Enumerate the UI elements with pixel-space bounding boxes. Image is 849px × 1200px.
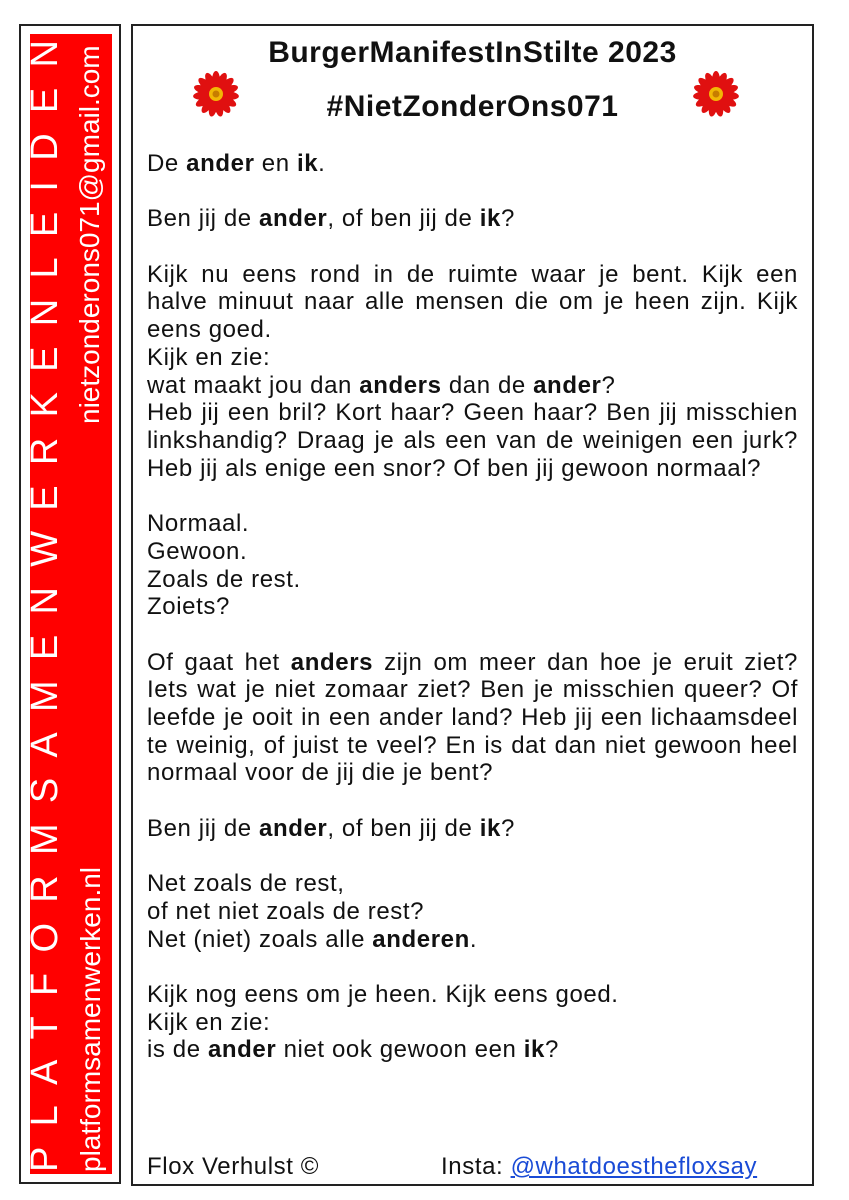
- brand-letter: E: [24, 87, 66, 114]
- brand-letter: F: [24, 972, 66, 996]
- page-title: BurgerManifestInStilte 2023: [268, 36, 677, 69]
- flower-icon: [192, 70, 240, 118]
- brand-letter: M: [24, 680, 66, 712]
- brand-letter: T: [24, 1016, 66, 1040]
- paragraph-7: Net zoals de rest, of net niet zoals de rest? Net (niet) zoals alle anderen.: [147, 870, 478, 953]
- brand-letter: A: [24, 1059, 66, 1086]
- brand-letter: K: [24, 392, 66, 418]
- brand-letter: R: [24, 875, 66, 903]
- brand-letter: D: [24, 133, 66, 161]
- instagram-handle-link[interactable]: @whatdoesthefloxsay: [510, 1153, 758, 1180]
- brand-letter: N: [24, 587, 66, 615]
- brand-letter: E: [24, 346, 66, 372]
- brand-letter: L: [24, 257, 66, 279]
- hashtag-title: #NietZonderOns071: [326, 90, 619, 123]
- p3-line-3: wat maakt jou dan anders dan de ander?: [147, 371, 616, 399]
- paragraph-1: De ander en ik.: [147, 150, 326, 177]
- instagram-credit: Insta: @whatdoesthefloxsay: [441, 1153, 758, 1180]
- brand-letter: E: [24, 485, 66, 511]
- brand-letter: R: [24, 437, 66, 466]
- paragraph-3: [147, 261, 798, 483]
- brand-letter: I: [24, 181, 66, 192]
- website-vertical[interactable]: platformsamenwerken.nl: [75, 866, 106, 1172]
- p3-line-2: Kijk en zie:: [147, 343, 271, 371]
- paragraph-2: Ben jij de ander, of ben jij de ik?: [147, 205, 515, 233]
- brand-letter: M: [24, 823, 66, 856]
- brand-letter: S: [24, 777, 66, 804]
- brand-letter: O: [24, 922, 66, 953]
- brand-vertical: [24, 40, 66, 1172]
- paragraph-4: Normaal. Gewoon. Zoals de rest. Zoiets?: [147, 510, 301, 621]
- brand-letter: N: [24, 298, 66, 327]
- email-vertical[interactable]: nietzonderons071@gmail.com: [74, 45, 105, 424]
- brand-letter: E: [24, 211, 66, 238]
- paragraph-6: Ben jij de ander, of ben jij de ik?: [147, 814, 515, 842]
- poem-body: [147, 150, 798, 1092]
- flower-icon: [692, 70, 740, 118]
- brand-letter: W: [24, 530, 66, 567]
- paragraph-5: Of gaat het anders zijn om meer dan hoe je eruit ziet? Iets wat je niet zomaar ziet? Ben je misschien queer? Of leefde je ooit in een ander land? Heb jij een lichaamsdeel te weinig, of juist te veel? En is dat dan niet gewoon heel normaal voor de jij die je bent?: [147, 648, 798, 787]
- p3-line-1: Kijk nu eens rond in de ruimte waar je bent. Kijk een halve minuut naar alle mensen die om je heen zijn. Kijk eens goed.: [147, 260, 798, 344]
- p3-line-4: Heb jij een bril? Kort haar? Geen haar? Ben jij misschien linkshandig? Draag je als een van de weinigen een jurk? Heb jij als enige een snor? Of ben jij gewoon normaal?: [147, 399, 798, 482]
- brand-letter: E: [24, 634, 66, 661]
- paragraph-8: Kijk nog eens om je heen. Kijk eens goed. Kijk en zie: is de ander niet ook gewoon een ik?: [147, 980, 619, 1064]
- author-credit: Flox Verhulst ©: [147, 1153, 320, 1180]
- brand-letter: Á: [24, 732, 66, 758]
- brand-letter: L: [24, 1105, 66, 1127]
- brand-letter: P: [24, 1146, 66, 1172]
- brand-letter: N: [24, 40, 66, 68]
